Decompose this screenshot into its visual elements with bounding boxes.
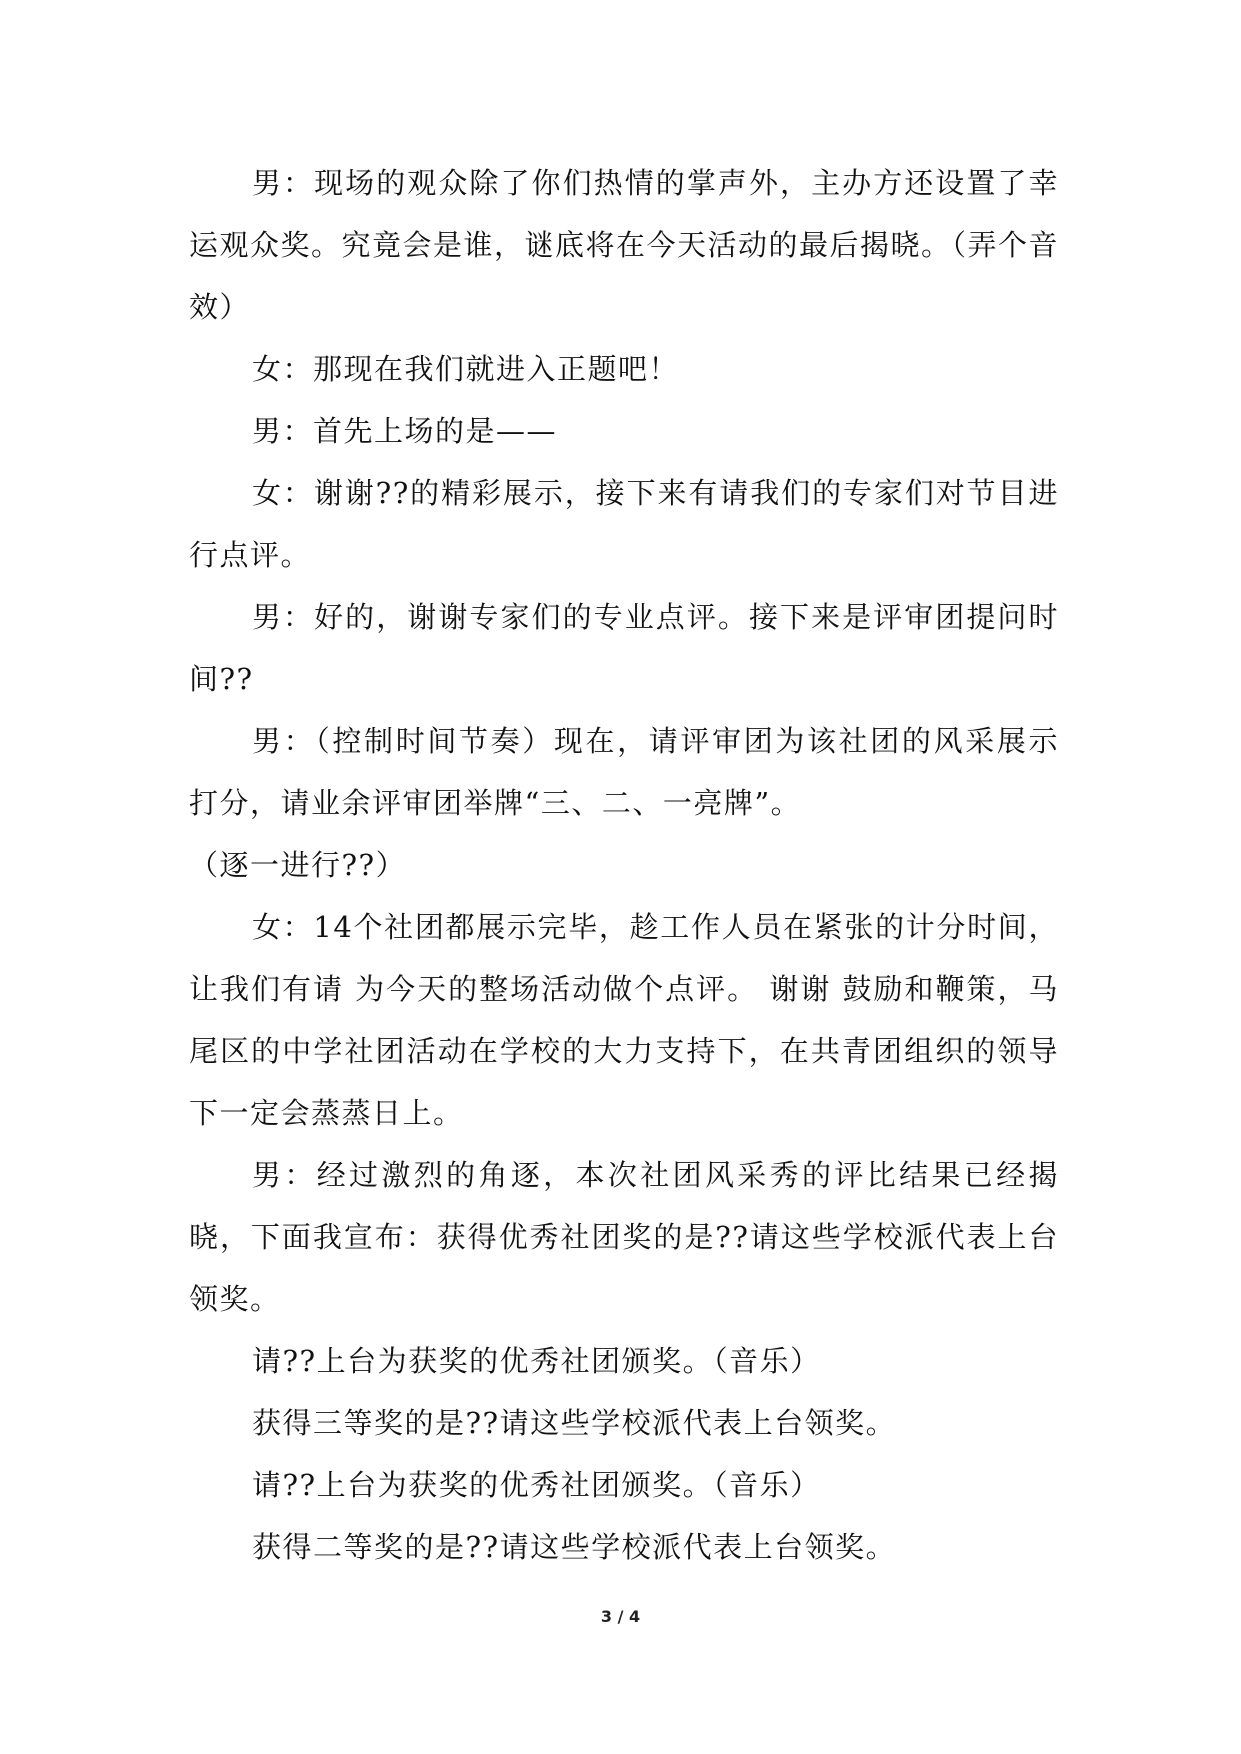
page-number: 3 / 4: [600, 1607, 641, 1626]
paragraph-present-excellent-award: 请??上台为获奖的优秀社团颁奖。（音乐）: [252, 1344, 821, 1378]
paragraph-second-prize: 获得二等奖的是??请这些学校派代表上台领奖。: [252, 1530, 897, 1564]
paragraph-enter-topic: 女：那现在我们就进入正题吧！: [252, 352, 680, 386]
document-body: [189, 152, 1059, 1578]
paragraph-jury-questions: 男：好的，谢谢专家们的专业点评。接下来是评审团提问时间??: [189, 600, 1059, 696]
paragraph-lucky-audience: 男：现场的观众除了你们热情的掌声外，主办方还设置了幸运观众奖。究竟会是谁，谜底将在今天活动的最后揭晓。（弄个音效）: [189, 166, 1060, 324]
paragraph-expert-review: 女：谢谢??的精彩展示，接下来有请我们的专家们对节目进行点评。: [189, 476, 1059, 572]
paragraph-award-excellent: 男：经过激烈的角逐，本次社团风采秀的评比结果已经揭晓，下面我宣布：获得优秀社团奖的是??请这些学校派代表上台领奖。: [189, 1158, 1059, 1316]
paragraph-final-comment: 女：14个社团都展示完毕，趁工作人员在紧张的计分时间，让我们有请 为今天的整场活动做个点评。 谢谢 鼓励和鞭策，马尾区的中学社团活动在学校的大力支持下，在共青团组织的领导下一定会蒸蒸日上。: [189, 910, 1059, 1130]
paragraph-first-performer: 男：首先上场的是——: [252, 414, 558, 448]
paragraph-jury-scoring: 男：（控制时间节奏）现在，请评审团为该社团的风采展示打分，请业余评审团举牌“三、二、一亮牌”。: [189, 724, 1059, 820]
paragraph-one-by-one: （逐一进行??）: [189, 848, 407, 882]
paragraph-present-award-music: 请??上台为获奖的优秀社团颁奖。（音乐）: [252, 1468, 821, 1502]
paragraph-third-prize: 获得三等奖的是??请这些学校派代表上台领奖。: [252, 1406, 897, 1440]
